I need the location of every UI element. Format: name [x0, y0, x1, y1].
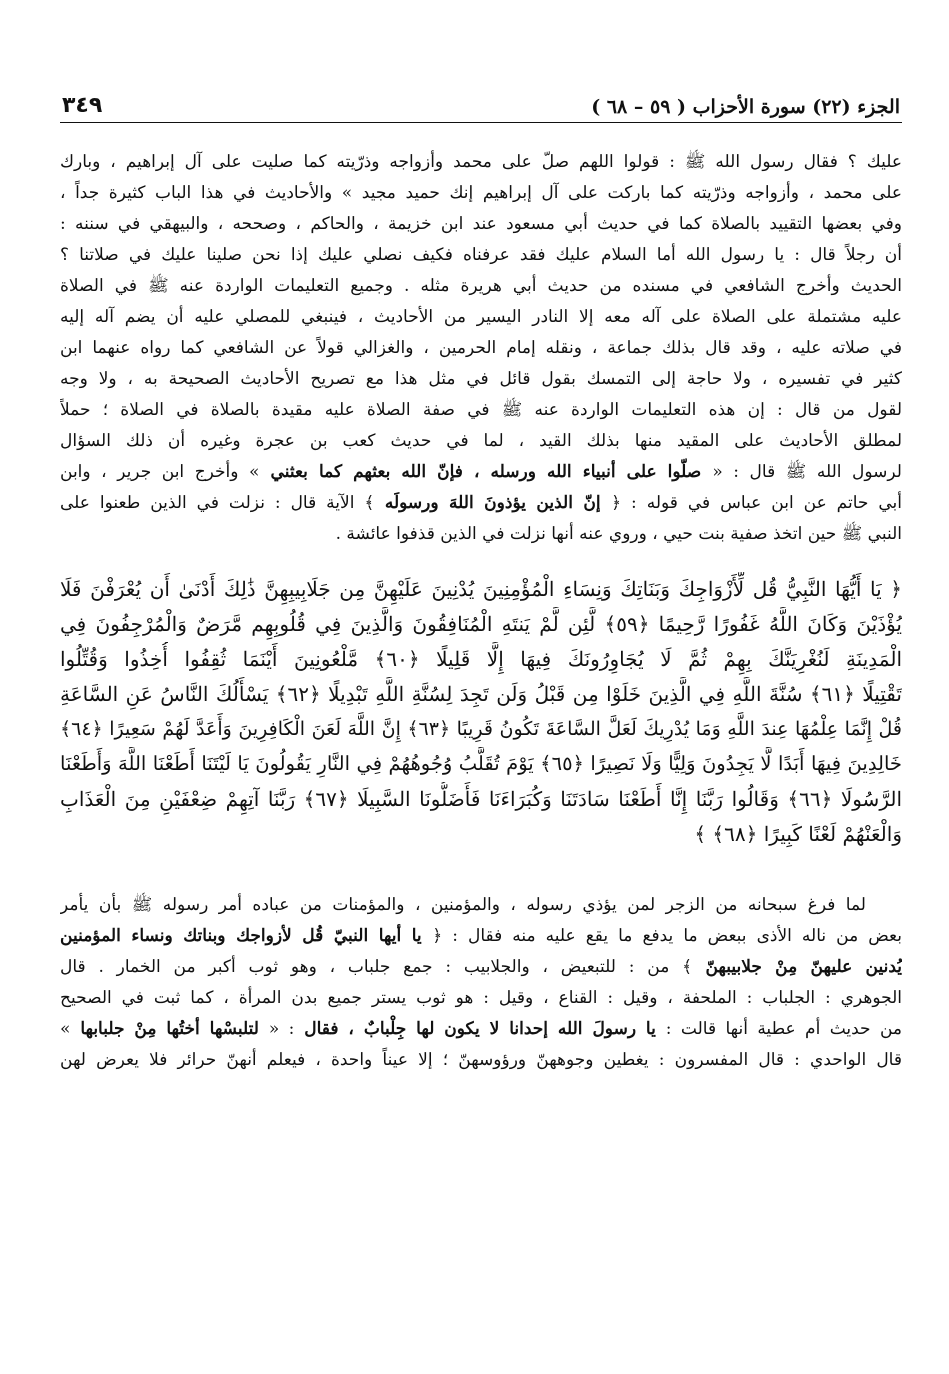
- verse-line: ﴿ يَا أَيُّهَا النَّبِيُّ قُل لِّأَزْوَاجِكَ وَبَنَاتِكَ وَنِسَاءِ الْمُؤْمِنِينَ يُدْنِينَ عَلَيْهِنَّ مِن جَلَابِيبِهِنَّ ذَٰلِكَ أَدْنَىٰ أَن يُعْرَفْنَ فَلَا: [60, 577, 902, 601]
- text-line: على محمد ، وأزواجه وذرّيته كما باركت على آل إبراهيم إنك حميد مجيد » والأحاديث في هذا الباب كثيرة جداً ،: [60, 183, 902, 203]
- line-end: »: [60, 1019, 71, 1039]
- text-line: لقول من قال : إن هذه التعليمات الواردة عنه ﷺ في صفة الصلاة عليه مقيدة بالصلاة في الصلاة ؛ حملاً: [60, 400, 902, 420]
- line-mid: : «: [268, 1019, 295, 1039]
- tafsir-line: [60, 952, 902, 983]
- text-line: في صلاته عليه ، وقد قال بذلك جماعة ، ونقله إمام الحرمين ، والغزالي قولاً عن الشافعي كما رواه عنهما ابن: [60, 338, 902, 358]
- line-end: ﴾ الآية قال : نزلت في الذين طعنوا على: [60, 493, 375, 513]
- line-start: لرسول الله ﷺ قال : «: [712, 462, 902, 482]
- text-line-with-quote: [60, 457, 902, 488]
- hadith-quote: لتلبسْها أختُها مِنْ جلبابها: [70, 1019, 269, 1039]
- tafsir-line: [60, 921, 902, 952]
- text-line: الحديث وأخرج الشافعي في مسنده من حديث أبي هريرة مثله . وجميع التعليمات الواردة عنه ﷺ في الصلاة: [60, 276, 902, 296]
- verse-line: الْمَدِينَةِ لَنُغْرِيَنَّكَ بِهِمْ ثُمَّ لَا يُجَاوِرُونَكَ فِيهَا إِلَّا قَلِيلًا ﴿٦٠﴾ مَّلْعُونِينَ أَيْنَمَا ثُقِفُوا أُخِذُوا وَقُتِّلُوا: [60, 647, 902, 671]
- page-number: ٣٤٩: [62, 93, 103, 118]
- text-line: وفي بعضها التقييد بالصلاة كما في حديث أبي مسعود عند ابن خزيمة ، والحاكم ، وصححه ، والبيهقي في سننه :: [60, 214, 902, 234]
- line-start: بعض من ناله الأذى ببعض ما يدفع ما يقع عليه منه فقال : ﴿: [432, 926, 902, 946]
- text-line: كثير في تفسيره ، ولا حاجة إلى التمسك بقول قائل في مثل هذا مع تصريح الأحاديث الصحيحة به ، ولا وجه: [60, 369, 902, 389]
- text-line: أن رجلاً قال : يا رسول الله أما السلام عليك فقد عرفناه فكيف نصلي عليك إذا نحن صلينا عليك في صلاتنا ؟: [60, 245, 902, 265]
- verse-line: وَالْعَنْهُمْ لَعْنًا كَبِيرًا ﴿٦٨﴾ ﴾: [694, 822, 902, 846]
- running-title: الجزء (٢٢) سورة الأحزاب ( ٥٩ – ٦٨ ): [591, 96, 900, 118]
- page: [60, 86, 902, 1076]
- text-line: عليه مشتملة على الصلاة على آله معه إلا النادر اليسير من الأحاديث ، فينبغي للمصلي عليه أن يضم آله إليه: [60, 307, 902, 327]
- line-start: من حديث أم عطية أنها قالت :: [665, 1019, 902, 1039]
- hadith-quote: صلّوا على أنبياء الله ورسله ، فإنّ الله بعثهم كما بعثني: [259, 462, 713, 482]
- verse-quote: يُدنين عليهنّ مِنْ جلابيبهنّ: [692, 957, 902, 977]
- text-line: عليك ؟ فقال رسول الله ﷺ : قولوا اللهم صلّ على محمد وأزواجه وذرّيته كما صليت على آل إبراهيم ، وبارك: [60, 152, 902, 172]
- line-end: ﴾ من : للتبعيض ، والجلابيب : جمع جلباب ، وهو ثوب أكبر من الخمار . قال: [60, 957, 693, 977]
- hadith-section: [60, 147, 902, 550]
- verse-line: يُؤْذَيْنَ وَكَانَ اللَّهُ غَفُورًا رَّحِيمًا ﴿٥٩﴾ لَّئِن لَّمْ يَنتَهِ الْمُنَافِقُونَ وَالَّذِينَ فِي قُلُوبِهِم مَّرَضٌ وَالْمُرْجِفُونَ فِي: [60, 612, 902, 636]
- verse-line: خَالِدِينَ فِيهَا أَبَدًا لَّا يَجِدُونَ وَلِيًّا وَلَا نَصِيرًا ﴿٦٥﴾ يَوْمَ تُقَلَّبُ وُجُوهُهُمْ فِي النَّارِ يَقُولُونَ يَا لَيْتَنَا أَطَعْنَا اللَّهَ وَأَطَعْنَا: [60, 752, 902, 775]
- hadith-quote: يا رسولَ الله إحدانا لا يكون لها جِلْبابٌ ، فقال: [294, 1019, 666, 1039]
- tafsir-line: قال الواحدي : قال المفسرون : يغطين وجوههنّ ورؤوسهنّ ؛ إلا عيناً واحدة ، فيعلم أنهنّ حرائر فلا يعرض لهن: [60, 1050, 902, 1070]
- verse-line: تَقْتِيلًا ﴿٦١﴾ سُنَّةَ اللَّهِ فِي الَّذِينَ خَلَوْا مِن قَبْلُ وَلَن تَجِدَ لِسُنَّةِ اللَّهِ تَبْدِيلًا ﴿٦٢﴾ يَسْأَلُكَ النَّاسُ عَنِ السَّاعَةِ: [60, 682, 902, 706]
- verse-line: الرَّسُولَا ﴿٦٦﴾ وَقَالُوا رَبَّنَا إِنَّا أَطَعْنَا سَادَتَنَا وَكُبَرَاءَنَا فَأَضَلُّونَا السَّبِيلَا ﴿٦٧﴾ رَبَّنَا آتِهِمْ ضِعْفَيْنِ مِنَ الْعَذَابِ: [60, 787, 902, 811]
- line-end: » وأخرج ابن جرير ، وابن: [60, 462, 260, 482]
- verse-line: قُلْ إِنَّمَا عِلْمُهَا عِندَ اللَّهِ وَمَا يُدْرِيكَ لَعَلَّ السَّاعَةَ تَكُونُ قَرِيبًا ﴿٦٣﴾ إِنَّ اللَّهَ لَعَنَ الْكَافِرِينَ وَأَعَدَّ لَهُمْ سَعِيرًا ﴿٦٤﴾: [60, 718, 902, 740]
- page-header: [60, 86, 902, 123]
- tafsir-line: [60, 1014, 902, 1045]
- tafsir-line: الجوهري : الجلباب : الملحفة ، وقيل : القناع ، وقيل : هو ثوب يستر جميع بدن المرأة ، كما ثبت في الصحيح: [60, 988, 902, 1008]
- line-start: أبي حاتم عن ابن عباس في قوله : ﴿: [611, 493, 902, 513]
- text-line: لمطلق الأحاديث على المقيد منها بذلك القيد ، لما في حديث كعب بن عجرة وغيره أن ذلك السؤال: [60, 431, 902, 451]
- text-line-with-verse: [60, 488, 902, 519]
- verse-quote: يا أيها النبيّ قُل لأزواجك وبناتك ونساء المؤمنين: [60, 926, 433, 946]
- tafsir-section: [60, 890, 902, 1076]
- quran-verses: [60, 572, 902, 852]
- verse-quote: إنّ الذين يؤذونَ اللهَ ورسولَه: [374, 493, 612, 513]
- text-line: النبي ﷺ حين اتخذ صفية بنت حيي ، وروي عنه أنها نزلت في الذين قذفوا عائشة .: [335, 524, 902, 544]
- tafsir-line: لما فرغ سبحانه من الزجر لمن يؤذي رسوله ، والمؤمنين ، والمؤمنات من عباده أمر رسوله ﷺ بأن يأمر: [60, 895, 866, 915]
